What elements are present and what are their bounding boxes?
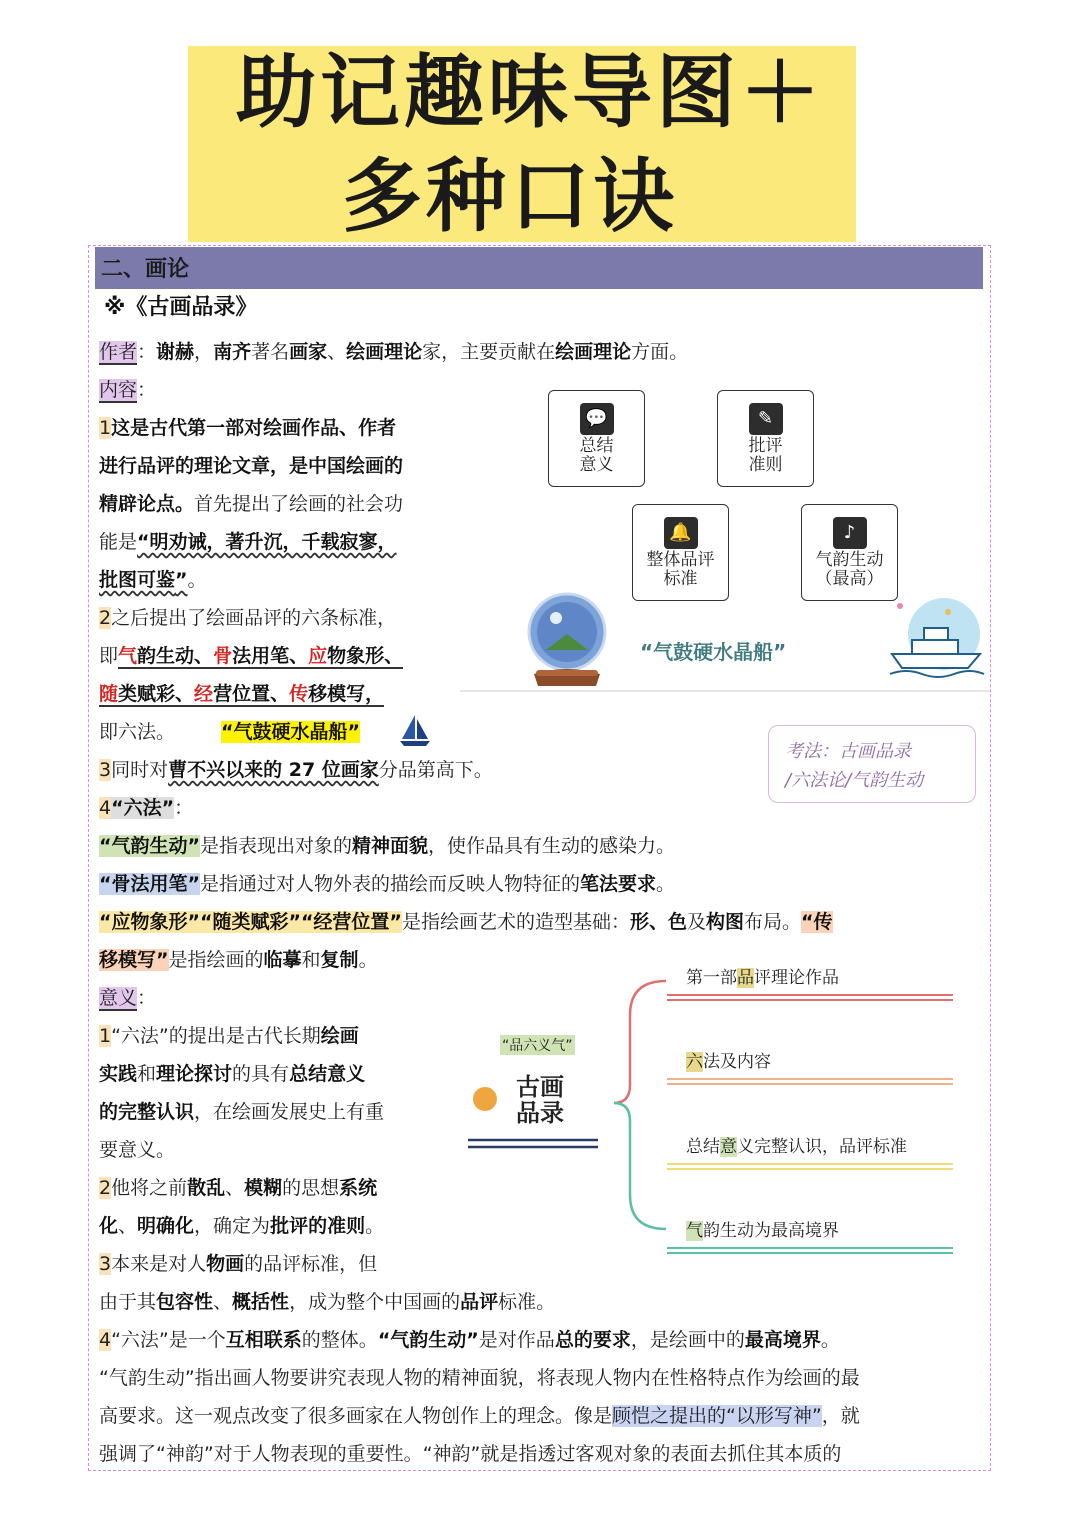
mindmap-branch-3-line2 (667, 1168, 953, 1170)
content-label-line: 内容： (99, 379, 157, 401)
book-title: ※《古画品录》 (104, 295, 258, 320)
meaning-label: 意义 (99, 987, 138, 1009)
mindmap-branch-2-line (667, 1078, 953, 1080)
author-label: 作者 (99, 341, 138, 363)
music-icon: ♪ (833, 517, 867, 549)
content-item1-line5: 批图可鉴”。 (99, 569, 207, 591)
slogan-text: “气鼓硬水晶船” (640, 640, 787, 664)
exam-tip-box (768, 725, 976, 803)
content-item2-line2: 即气韵生动、骨法用笔、应物象形、 (99, 645, 404, 667)
card-critique-criteria: ✎ 批评 准则 (717, 390, 814, 487)
content-item1-line2: 进行品评的理论文章，是中国绘画的 (99, 455, 404, 477)
meaning-item1-line1: 1“六法”的提出是古代长期绘画 (99, 1025, 359, 1047)
slogan-highlight: “气鼓硬水晶船” (221, 721, 360, 743)
author-line: 作者：谢赫，南齐著名画家、绘画理论家，主要贡献在绘画理论方面。 (99, 341, 689, 363)
meaning-item2-line1: 2他将之前散乱、模糊的思想系统 (99, 1177, 378, 1199)
method-4: 移模写”是指绘画的临摹和复制。 (99, 949, 378, 971)
meaning-item1-line4: 要意义。 (99, 1139, 176, 1161)
meaning-item1-line2: 实践和理论探讨的具有总结意义 (99, 1063, 366, 1085)
sailboat-icon (398, 713, 432, 747)
meaning-label-line: 意义： (99, 987, 157, 1009)
illustration-baseline (460, 690, 990, 694)
mindmap-center-line1: 古画 (516, 1073, 564, 1101)
mindmap-branch-2-line2 (667, 1083, 953, 1085)
content-item1-line4: 能是“明劝诫，著升沉，千载寂寥， (99, 531, 397, 553)
mindmap-branch-1-line2 (667, 999, 953, 1001)
mindmap-branch-4-line2 (667, 1252, 953, 1254)
bell-icon: 🔔 (664, 517, 698, 549)
content-item2-line3: 随类赋彩、经营位置、传移模写， (99, 683, 385, 705)
meaning-item1-line3: 的完整认识，在绘画发展史上有重 (99, 1101, 385, 1123)
chat-icon: 💬 (580, 403, 614, 435)
mindmap-dot (473, 1087, 497, 1111)
content-item1-line3: 精辟论点。首先提出了绘画的社会功 (99, 493, 404, 515)
meaning-item4-line1: 4“六法”是一个互相联系的整体。“气韵生动”是对作品总的要求，是绘画中的最高境界。 (99, 1329, 840, 1351)
mindmap-branch-4: 气韵生动为最高境界 (686, 1221, 839, 1241)
content-item3: 3同时对曹不兴以来的 27 位画家分品第高下。 (99, 759, 493, 781)
meaning-item4-line4: 强调了“神韵”对于人物表现的重要性。“神韵”就是指透过客观对象的表面去抓住其本质的 (99, 1443, 842, 1465)
mindmap-brace (608, 975, 668, 1235)
content-item1-line1: 1这是古代第一部对绘画作品、作者 (99, 417, 397, 439)
mindmap-branch-3-line (667, 1163, 953, 1165)
mindmap-branch-2: 六法及内容 (686, 1052, 771, 1072)
meaning-item3-line2: 由于其包容性、概括性，成为整个中国画的品评标准。 (99, 1291, 556, 1313)
page-title-line2: 多种口诀 (342, 150, 678, 243)
exam-line1: 考法：古画品录 (785, 741, 911, 762)
content-label: 内容 (99, 379, 138, 401)
mindmap-branch-4-line (667, 1247, 953, 1249)
card-qiyun: ♪ 气韵生动 （最高） (801, 504, 898, 601)
method-1: “气韵生动”是指表现出对象的精神面貌，使作品具有生动的感染力。 (99, 835, 676, 857)
meaning-item3-line1: 3本来是对人物画的品评标准，但 (99, 1253, 378, 1275)
meaning-item4-line3: 高要求。这一观点改变了很多画家在人物创作上的理念。像是顾恺之提出的“以形写神”，就 (99, 1405, 860, 1427)
exam-line2: /六法论/气韵生动 (785, 770, 924, 791)
ship-icon (886, 592, 986, 682)
page-title-line1: 助记趣味导图＋ (236, 46, 824, 139)
mindmap-branch-3: 总结意义完整认识，品评标准 (686, 1137, 907, 1157)
mindmap-center-line2: 品录 (516, 1099, 564, 1127)
section-header (95, 247, 983, 289)
mindmap-branch-1: 第一部品评理论作品 (686, 968, 839, 988)
meaning-item4-line2: “气韵生动”指出画人物要讲究表现人物的精神面貌，将表现人物内在性格特点作为绘画的最 (99, 1367, 860, 1389)
mindmap-branch-1-line (667, 994, 953, 996)
mindmap-tag: “品六义气” (500, 1035, 575, 1055)
card-overall-standard: 🔔 整体品评 标准 (632, 504, 729, 601)
mindmap-center-underline (466, 1136, 600, 1152)
content-item4: 4“六法”： (99, 797, 194, 819)
content-item2-line1: 2之后提出了绘画品评的六条标准， (99, 607, 397, 629)
card-summary-meaning: 💬 总结 意义 (548, 390, 645, 487)
method-3: “应物象形”“随类赋彩”“经营位置”是指绘画艺术的造型基础：形、色及构图布局。“传 (99, 911, 833, 933)
meaning-item2-line2: 化、明确化，确定为批评的准则。 (99, 1215, 385, 1237)
section-title: 二、画论 (101, 257, 190, 282)
content-item2-line4: 即六法。 “气鼓硬水晶船” (99, 721, 360, 743)
method-2: “骨法用笔”是指通过对人物外表的描绘而反映人物特征的笔法要求。 (99, 873, 676, 895)
crystal-ball-icon (522, 590, 612, 690)
edit-icon: ✎ (749, 403, 783, 435)
